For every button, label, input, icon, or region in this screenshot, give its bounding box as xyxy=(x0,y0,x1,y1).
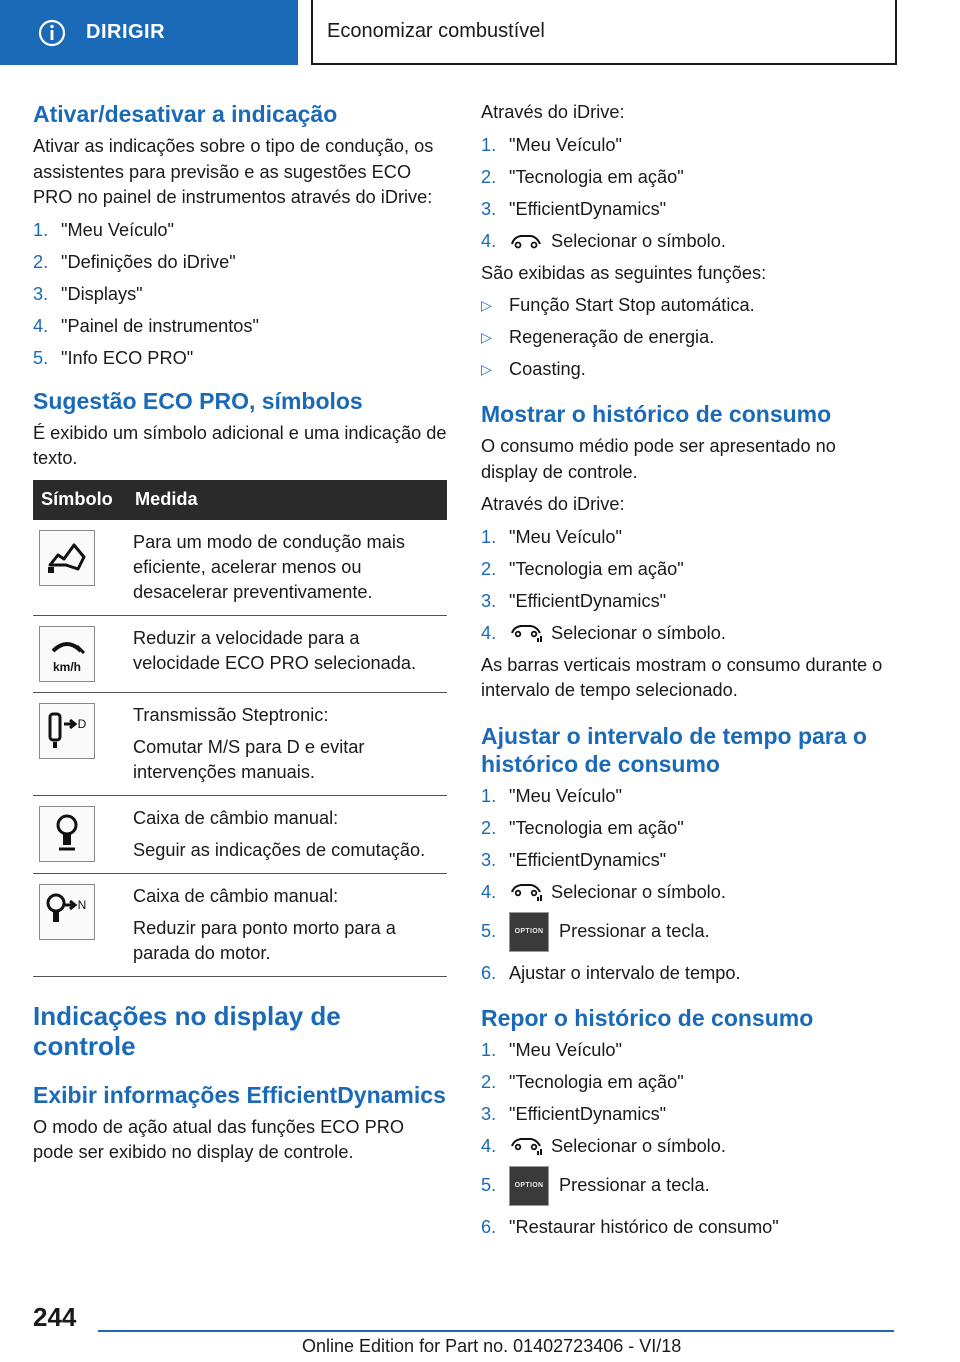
bullet-text: Regeneração de energia. xyxy=(509,327,715,347)
step-text: "EfficientDynamics" xyxy=(509,590,667,611)
car-history-icon xyxy=(509,623,543,643)
speed-kmh-icon xyxy=(39,626,95,682)
list-item xyxy=(481,229,895,254)
step-text: Pressionar a tecla. xyxy=(559,921,710,941)
list-item xyxy=(481,525,895,550)
list-item xyxy=(33,346,447,371)
step-number: 3. xyxy=(481,198,497,219)
list-item xyxy=(481,912,895,952)
step-number: 5. xyxy=(481,1175,497,1195)
section-title-control-display: Indicações no display de controle xyxy=(33,1000,341,1061)
table-header-row xyxy=(33,480,447,520)
car-icon xyxy=(509,231,543,251)
list-item xyxy=(481,557,895,582)
table-row xyxy=(33,520,447,616)
step-text: "Restaurar histórico de consumo" xyxy=(509,1216,779,1237)
bullet-triangle-icon: ▷ xyxy=(481,361,492,377)
paragraph: Ativar as indicações sobre o tipo de condução, os assistentes para previsão e as sugestões ECO PRO no painel de instrumentos através do iDrive: xyxy=(33,136,434,207)
step-text: Selecionar o símbolo. xyxy=(551,622,726,643)
measure-text: Reduzir para ponto morto para a parada do motor. xyxy=(133,917,396,963)
measure-text: Reduzir a velocidade para a velocidade ECO PRO selecionada. xyxy=(133,627,417,673)
footer-divider xyxy=(98,1330,894,1332)
table-cell-text xyxy=(127,615,447,692)
step-number: 2. xyxy=(481,166,497,187)
list-item xyxy=(33,314,447,339)
measure-text: Caixa de câmbio manual: xyxy=(133,885,339,906)
step-text: "Tecnologia em ação" xyxy=(509,1071,684,1092)
step-text: "Tecnologia em ação" xyxy=(509,817,684,838)
list-item xyxy=(481,197,895,222)
step-number: 6. xyxy=(481,1216,497,1237)
step-number: 1. xyxy=(33,219,49,240)
bullet-list xyxy=(481,293,895,382)
step-number: 4. xyxy=(481,1135,497,1156)
section-title-history: Mostrar o histórico de consumo xyxy=(481,401,832,427)
list-item xyxy=(481,1166,895,1206)
step-text: "Meu Veículo" xyxy=(509,785,623,806)
step-text: "Info ECO PRO" xyxy=(61,347,194,368)
right-column xyxy=(481,100,895,1247)
step-number: 3. xyxy=(33,283,49,304)
table-cell-text xyxy=(127,520,447,616)
steps-list xyxy=(481,525,895,646)
step-number: 1. xyxy=(481,1039,497,1060)
paragraph: Através do iDrive: xyxy=(481,102,625,122)
gear-letter: D xyxy=(77,716,87,731)
list-item xyxy=(481,133,895,158)
step-number: 4. xyxy=(481,622,497,643)
table-cell-text xyxy=(127,873,447,976)
section-tab-label: DIRIGIR xyxy=(86,21,166,43)
step-number: 2. xyxy=(481,558,497,579)
table-row xyxy=(33,615,447,692)
gear-shift-n-icon xyxy=(39,884,95,940)
section-tab[interactable] xyxy=(0,0,298,65)
step-text: "Painel de instrumentos" xyxy=(61,315,259,336)
page-number: 244 xyxy=(33,1302,77,1332)
table-cell-icon xyxy=(33,615,127,692)
step-text: Ajustar o intervalo de tempo. xyxy=(509,962,741,983)
steps-list xyxy=(481,133,895,254)
step-text: Selecionar o símbolo. xyxy=(551,230,726,251)
step-text: "Tecnologia em ação" xyxy=(509,166,684,187)
step-number: 4. xyxy=(481,230,497,251)
option-button[interactable] xyxy=(509,1166,549,1206)
list-item xyxy=(481,293,895,318)
table-cell-icon xyxy=(33,692,127,795)
table-row xyxy=(33,873,447,976)
list-item xyxy=(481,1070,895,1095)
step-number: 3. xyxy=(481,1103,497,1124)
list-item xyxy=(481,1134,895,1159)
section-title-reset-history: Repor o histórico de consumo xyxy=(481,1004,814,1031)
list-item xyxy=(481,1038,895,1063)
section-title-efficientdynamics: Exibir informações EfficientDynamics xyxy=(33,1081,446,1108)
list-item xyxy=(33,218,447,243)
list-item xyxy=(481,589,895,614)
steps-list xyxy=(33,218,447,371)
step-number: 2. xyxy=(481,817,497,838)
step-text: "Displays" xyxy=(61,283,143,304)
step-number: 2. xyxy=(481,1071,497,1092)
list-item xyxy=(481,961,895,986)
step-text: Selecionar o símbolo. xyxy=(551,1135,726,1156)
info-icon xyxy=(38,19,66,47)
step-number: 5. xyxy=(481,921,497,941)
step-text: "EfficientDynamics" xyxy=(509,198,667,219)
gear-shift-manual-icon xyxy=(39,806,95,862)
step-text: "EfficientDynamics" xyxy=(509,1103,667,1124)
list-item xyxy=(481,1215,895,1240)
table-cell-text xyxy=(127,692,447,795)
option-button-label: OPTION xyxy=(514,1182,544,1189)
bullet-text: Coasting. xyxy=(509,359,586,379)
step-text: "Meu Veículo" xyxy=(509,1039,623,1060)
step-number: 3. xyxy=(481,590,497,611)
step-number: 4. xyxy=(33,315,49,336)
step-number: 3. xyxy=(481,849,497,870)
step-text: "Tecnologia em ação" xyxy=(509,558,684,579)
step-number: 1. xyxy=(481,134,497,155)
bullet-triangle-icon: ▷ xyxy=(481,297,492,313)
option-button-label: OPTION xyxy=(514,928,544,935)
symbol-table xyxy=(33,480,447,977)
table-row xyxy=(33,795,447,873)
table-cell-icon xyxy=(33,520,127,616)
step-text: Selecionar o símbolo. xyxy=(551,881,726,902)
section-title-activate: Ativar/desativar a indicação xyxy=(33,101,338,127)
section-title-adjust-interval: Ajustar o intervalo de tempo para o histórico de consumo xyxy=(481,722,867,777)
bullet-text: Função Start Stop automática. xyxy=(509,295,755,315)
steps-list xyxy=(481,784,895,986)
step-text: "Definições do iDrive" xyxy=(61,251,236,272)
list-item xyxy=(481,621,895,646)
step-text: "Meu Veículo" xyxy=(509,134,623,155)
measure-text: Caixa de câmbio manual: xyxy=(133,807,339,828)
topic-tab-label: Economizar combustível xyxy=(327,20,545,42)
table-cell-icon xyxy=(33,795,127,873)
measure-text: Seguir as indicações de comutação. xyxy=(133,839,426,860)
list-item xyxy=(481,816,895,841)
paragraph: O consumo médio pode ser apresentado no display de controle. xyxy=(481,436,836,482)
list-item xyxy=(33,250,447,275)
step-text: Pressionar a tecla. xyxy=(559,1175,710,1195)
list-item xyxy=(481,1102,895,1127)
paragraph: É exibido um símbolo adicional e uma indicação de texto. xyxy=(33,422,447,468)
table-cell-text xyxy=(127,795,447,873)
paragraph: O modo de ação atual das funções ECO PRO pode ser exibido no display de controle. xyxy=(33,1116,405,1162)
paragraph: As barras verticais mostram o consumo durante o intervalo de tempo selecionado. xyxy=(481,654,883,700)
option-button[interactable] xyxy=(509,912,549,952)
step-number: 1. xyxy=(481,526,497,547)
paragraph: Através do iDrive: xyxy=(481,494,625,514)
bullet-triangle-icon: ▷ xyxy=(481,329,492,345)
topic-tab xyxy=(311,0,897,65)
section-title-eco-symbols: Sugestão ECO PRO, símbolos xyxy=(33,387,363,414)
list-item xyxy=(481,784,895,809)
list-item xyxy=(481,880,895,905)
step-number: 1. xyxy=(481,785,497,806)
step-text: "Meu Veículo" xyxy=(61,219,175,240)
car-history-icon xyxy=(509,882,543,902)
footer-edition: Online Edition for Part no. 01402723406 - VI/18 xyxy=(302,1336,682,1356)
list-item xyxy=(481,325,895,350)
step-number: 5. xyxy=(33,347,49,368)
table-header-symbol: Símbolo xyxy=(33,480,127,520)
kmh-label: km/h xyxy=(52,659,82,674)
car-history-icon xyxy=(509,1136,543,1156)
foot-pedal-icon xyxy=(39,530,95,586)
table-row xyxy=(33,692,447,795)
list-item xyxy=(481,357,895,382)
steps-list xyxy=(481,1038,895,1240)
gear-letter: N xyxy=(77,897,87,912)
step-number: 6. xyxy=(481,962,497,983)
list-item xyxy=(481,165,895,190)
table-header-measure: Medida xyxy=(127,480,447,520)
measure-text: Para um modo de condução mais eficiente, acelerar menos ou desacelerar preventivamente. xyxy=(133,531,405,602)
table-cell-icon xyxy=(33,873,127,976)
step-number: 4. xyxy=(481,881,497,902)
measure-text: Comutar M/S para D e evitar intervenções manuais. xyxy=(133,736,365,782)
measure-text: Transmissão Steptronic: xyxy=(133,704,329,725)
gear-shift-d-icon xyxy=(39,703,95,759)
list-item xyxy=(33,282,447,307)
list-item xyxy=(481,848,895,873)
left-column xyxy=(33,100,447,1173)
step-text: "Meu Veículo" xyxy=(509,526,623,547)
step-text: "EfficientDynamics" xyxy=(509,849,667,870)
step-number: 2. xyxy=(33,251,49,272)
paragraph: São exibidas as seguintes funções: xyxy=(481,262,767,283)
